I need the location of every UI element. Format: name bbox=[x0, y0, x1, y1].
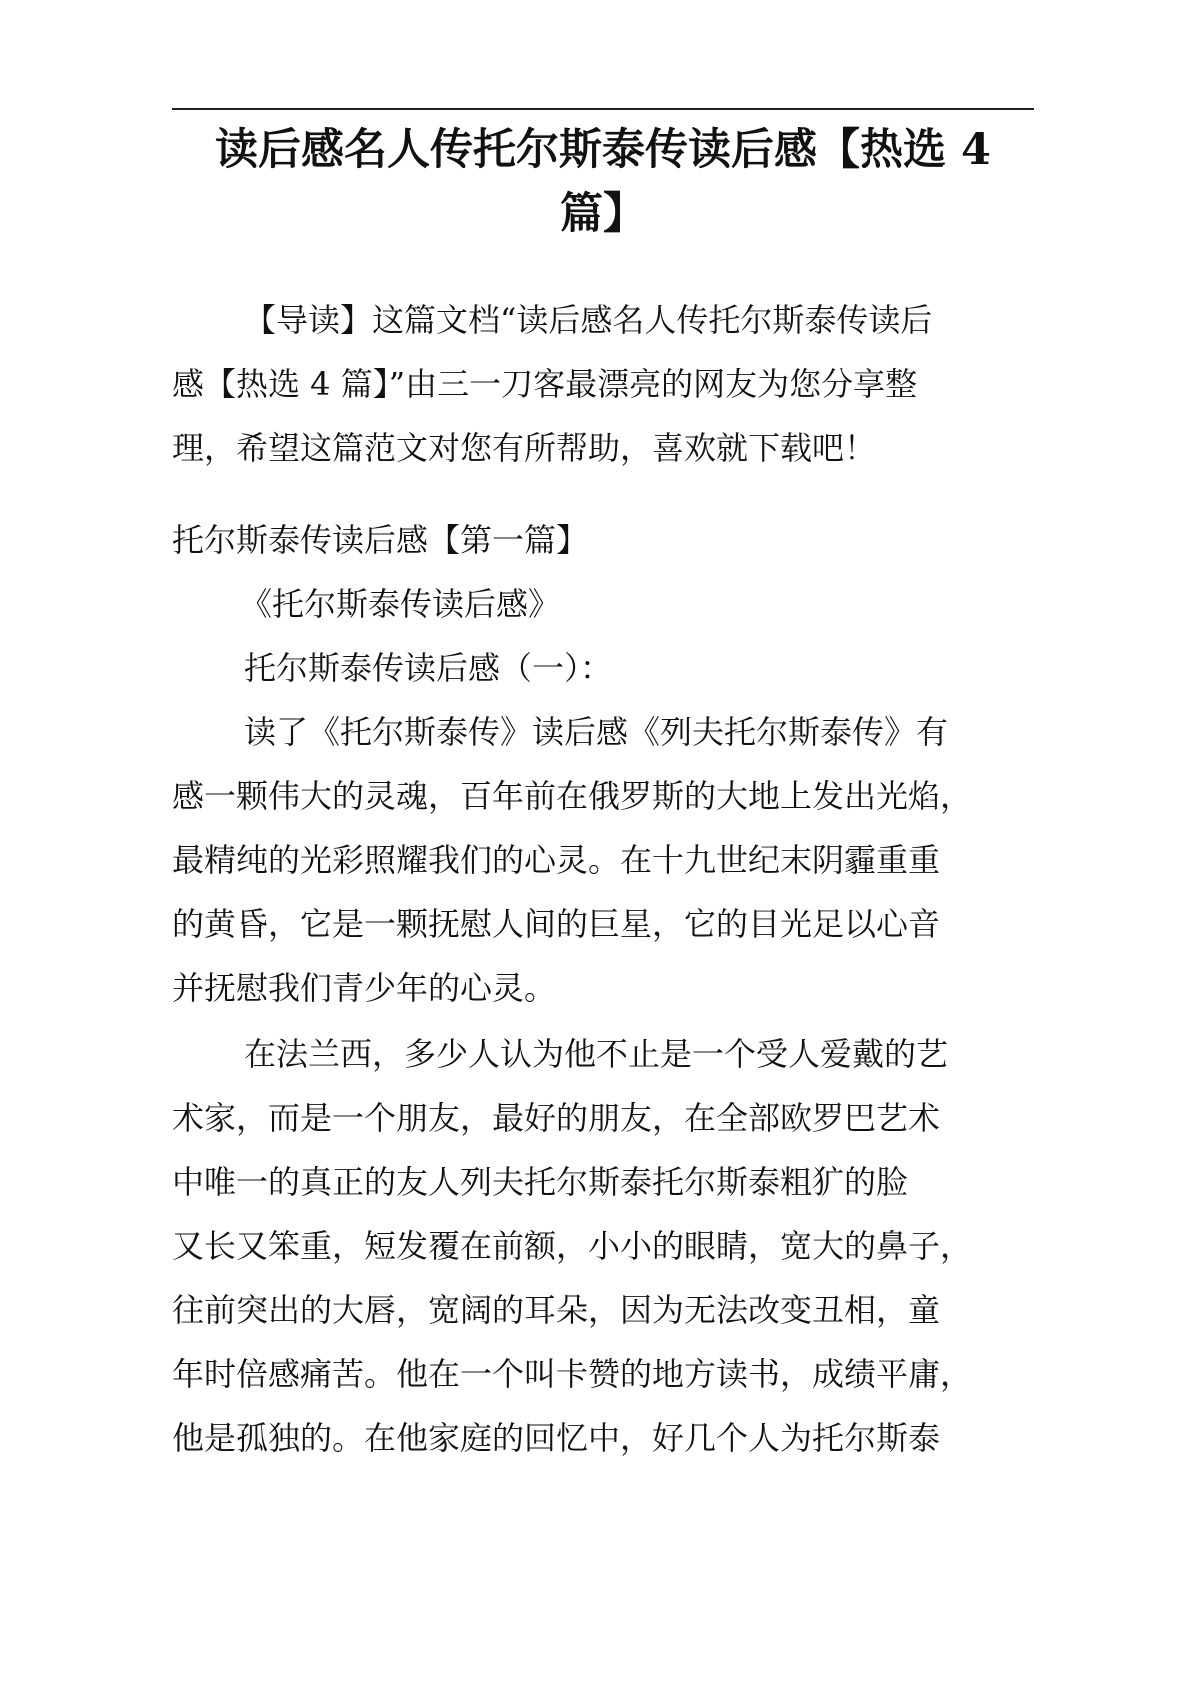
intro-paragraph bbox=[172, 288, 1034, 480]
paragraph-1-line-4: 的黄昏，它是一颗抚慰人间的巨星，它的目光足以心音 bbox=[172, 905, 941, 943]
title-line-1: 读后感名人传托尔斯泰传读后感【热选 4 bbox=[215, 125, 991, 175]
paragraph-2-line-2: 术家，而是一个朋友，最好的朋友，在全部欧罗巴艺术 bbox=[172, 1099, 941, 1137]
paragraph-2-line-5: 往前突出的大唇，宽阔的耳朵，因为无法改变丑相，童 bbox=[172, 1291, 941, 1329]
header-rule bbox=[172, 108, 1034, 110]
section-heading: 托尔斯泰传读后感【第一篇】 bbox=[172, 521, 589, 559]
intro-line-1: 【导读】这篇文档“读后感名人传托尔斯泰传读后 bbox=[244, 301, 933, 339]
paragraph-2-line-4: 又长又笨重，短发覆在前额，小小的眼睛，宽大的鼻子， bbox=[172, 1227, 973, 1265]
paragraph-1-line-1: 读了《托尔斯泰传》读后感《列夫托尔斯泰传》有 bbox=[244, 713, 949, 751]
intro-line-2: 感【热选 4 篇】”由三一刀客最漂亮的网友为您分享整 bbox=[172, 365, 918, 403]
book-title: 《托尔斯泰传读后感》 bbox=[240, 585, 561, 623]
subheading: 托尔斯泰传读后感（一）： bbox=[244, 649, 613, 687]
paragraph-1 bbox=[172, 700, 1034, 1020]
paragraph-2-line-3: 中唯一的真正的友人列夫托尔斯泰托尔斯泰粗犷的脸 bbox=[172, 1163, 909, 1201]
paragraph-2 bbox=[172, 1022, 1034, 1470]
title-line-2: 篇】 bbox=[560, 189, 646, 239]
paragraph-2-line-1: 在法兰西，多少人认为他不止是一个受人爱戴的艺 bbox=[244, 1035, 949, 1073]
paragraph-1-line-5: 并抚慰我们青少年的心灵。 bbox=[172, 969, 557, 1007]
paragraph-1-line-2: 感一颗伟大的灵魂，百年前在俄罗斯的大地上发出光焰， bbox=[172, 777, 973, 815]
document-title bbox=[172, 118, 1034, 246]
paragraph-2-line-7: 他是孤独的。在他家庭的回忆中，好几个人为托尔斯泰 bbox=[172, 1419, 941, 1457]
paragraph-1-line-3: 最精纯的光彩照耀我们的心灵。在十九世纪末阴霾重重 bbox=[172, 841, 941, 879]
paragraph-2-line-6: 年时倍感痛苦。他在一个叫卡赞的地方读书，成绩平庸， bbox=[172, 1355, 973, 1393]
intro-line-3: 理，希望这篇范文对您有所帮助，喜欢就下载吧！ bbox=[172, 429, 877, 467]
